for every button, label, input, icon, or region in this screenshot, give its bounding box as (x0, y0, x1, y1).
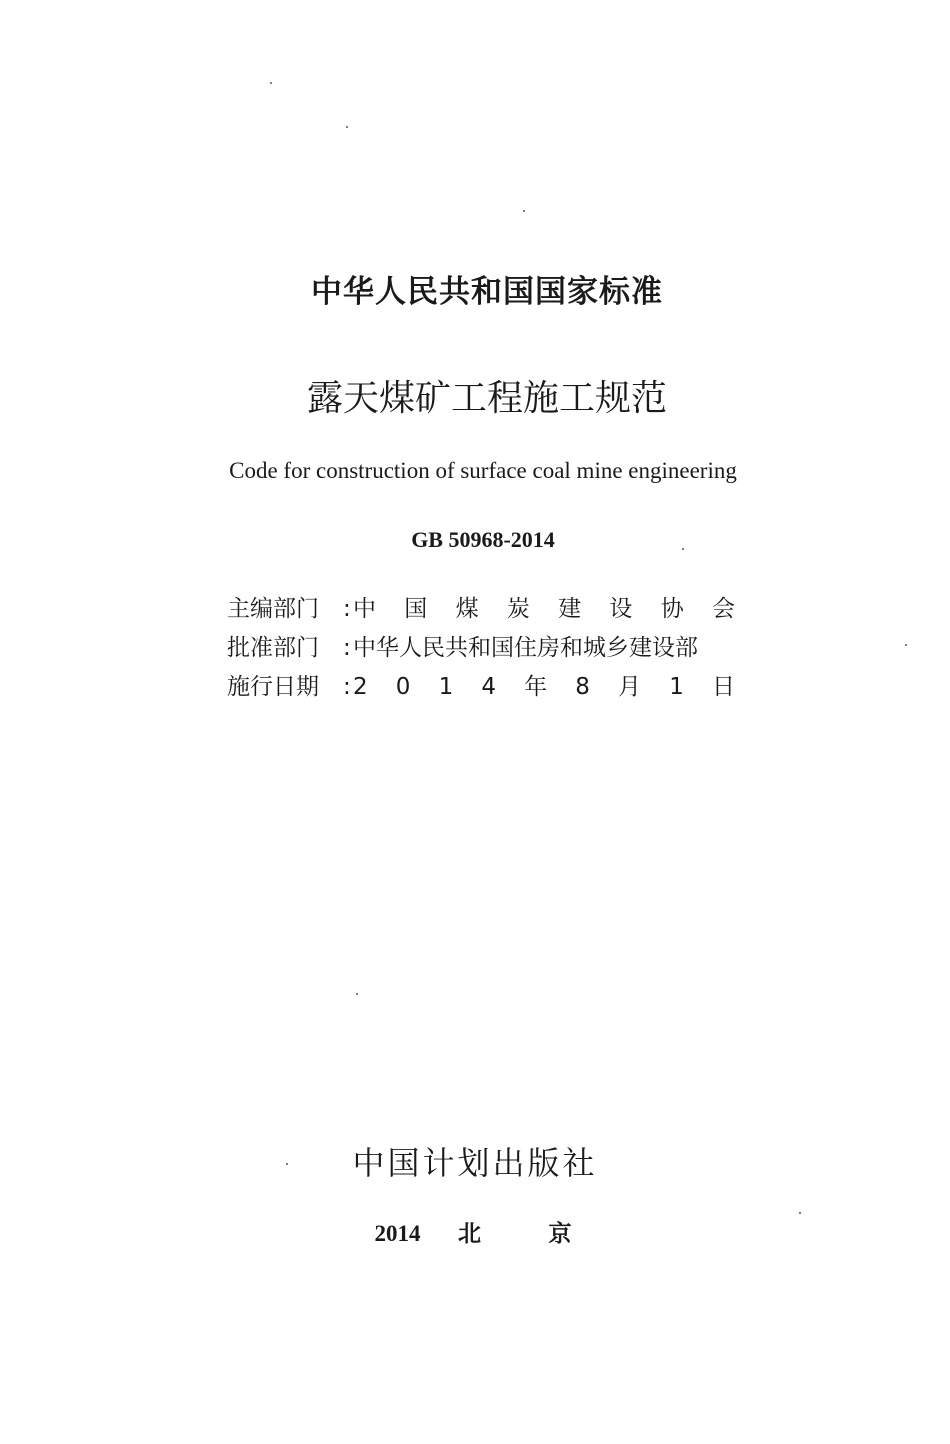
publisher-year: 2014 (374, 1221, 421, 1246)
publisher-city-char: 京 (548, 1221, 572, 1246)
date-char: 2 (353, 674, 368, 700)
publisher-name: 中国计划出版社 (352, 1144, 598, 1182)
scan-speck (523, 210, 525, 212)
scan-speck (682, 548, 684, 550)
editor-value (353, 590, 737, 629)
scan-speck (799, 1212, 801, 1214)
date-label: 施行日期 (227, 674, 319, 700)
standard-code: GB 50968-2014 (411, 527, 555, 552)
editor-label: 主编部门 (227, 596, 319, 622)
editor-char: 会 (711, 596, 735, 622)
date-char: 年 (524, 674, 548, 700)
date-char: 日 (711, 674, 735, 700)
national-standard-heading: 中华人民共和国国家标准 (311, 274, 663, 310)
editor-separator: : (343, 596, 351, 622)
editor-char: 煤 (455, 596, 479, 622)
date-char: 4 (481, 674, 496, 700)
info-block (227, 590, 737, 707)
approver-label: 批准部门 (227, 635, 319, 661)
date-char: 8 (575, 674, 590, 700)
editor-row (227, 590, 737, 629)
editor-char: 协 (660, 596, 684, 622)
approver-separator: : (343, 635, 351, 661)
date-char: 1 (669, 674, 684, 700)
editor-char: 国 (404, 596, 428, 622)
date-separator: : (343, 674, 351, 700)
date-char: 1 (438, 674, 454, 700)
chinese-title: 露天煤矿工程施工规范 (306, 378, 667, 419)
publisher-year-city (0, 1215, 948, 1248)
date-row (227, 668, 737, 707)
scan-speck (346, 126, 348, 128)
publisher-city-char: 北 (458, 1221, 481, 1246)
scan-speck (905, 644, 907, 646)
scan-speck (286, 1163, 288, 1165)
approver-value: 中华人民共和国住房和城乡建设部 (353, 635, 698, 661)
english-title: Code for construction of surface coal mine engineering (229, 458, 737, 483)
editor-char: 炭 (506, 596, 530, 622)
date-char: 0 (395, 674, 411, 700)
date-char: 月 (618, 674, 642, 700)
date-value (353, 668, 737, 707)
approver-row (227, 629, 737, 668)
editor-char: 中 (353, 596, 376, 622)
editor-char: 建 (558, 596, 582, 622)
scan-speck (356, 993, 358, 995)
scan-speck (270, 82, 272, 84)
editor-char: 设 (609, 596, 633, 622)
